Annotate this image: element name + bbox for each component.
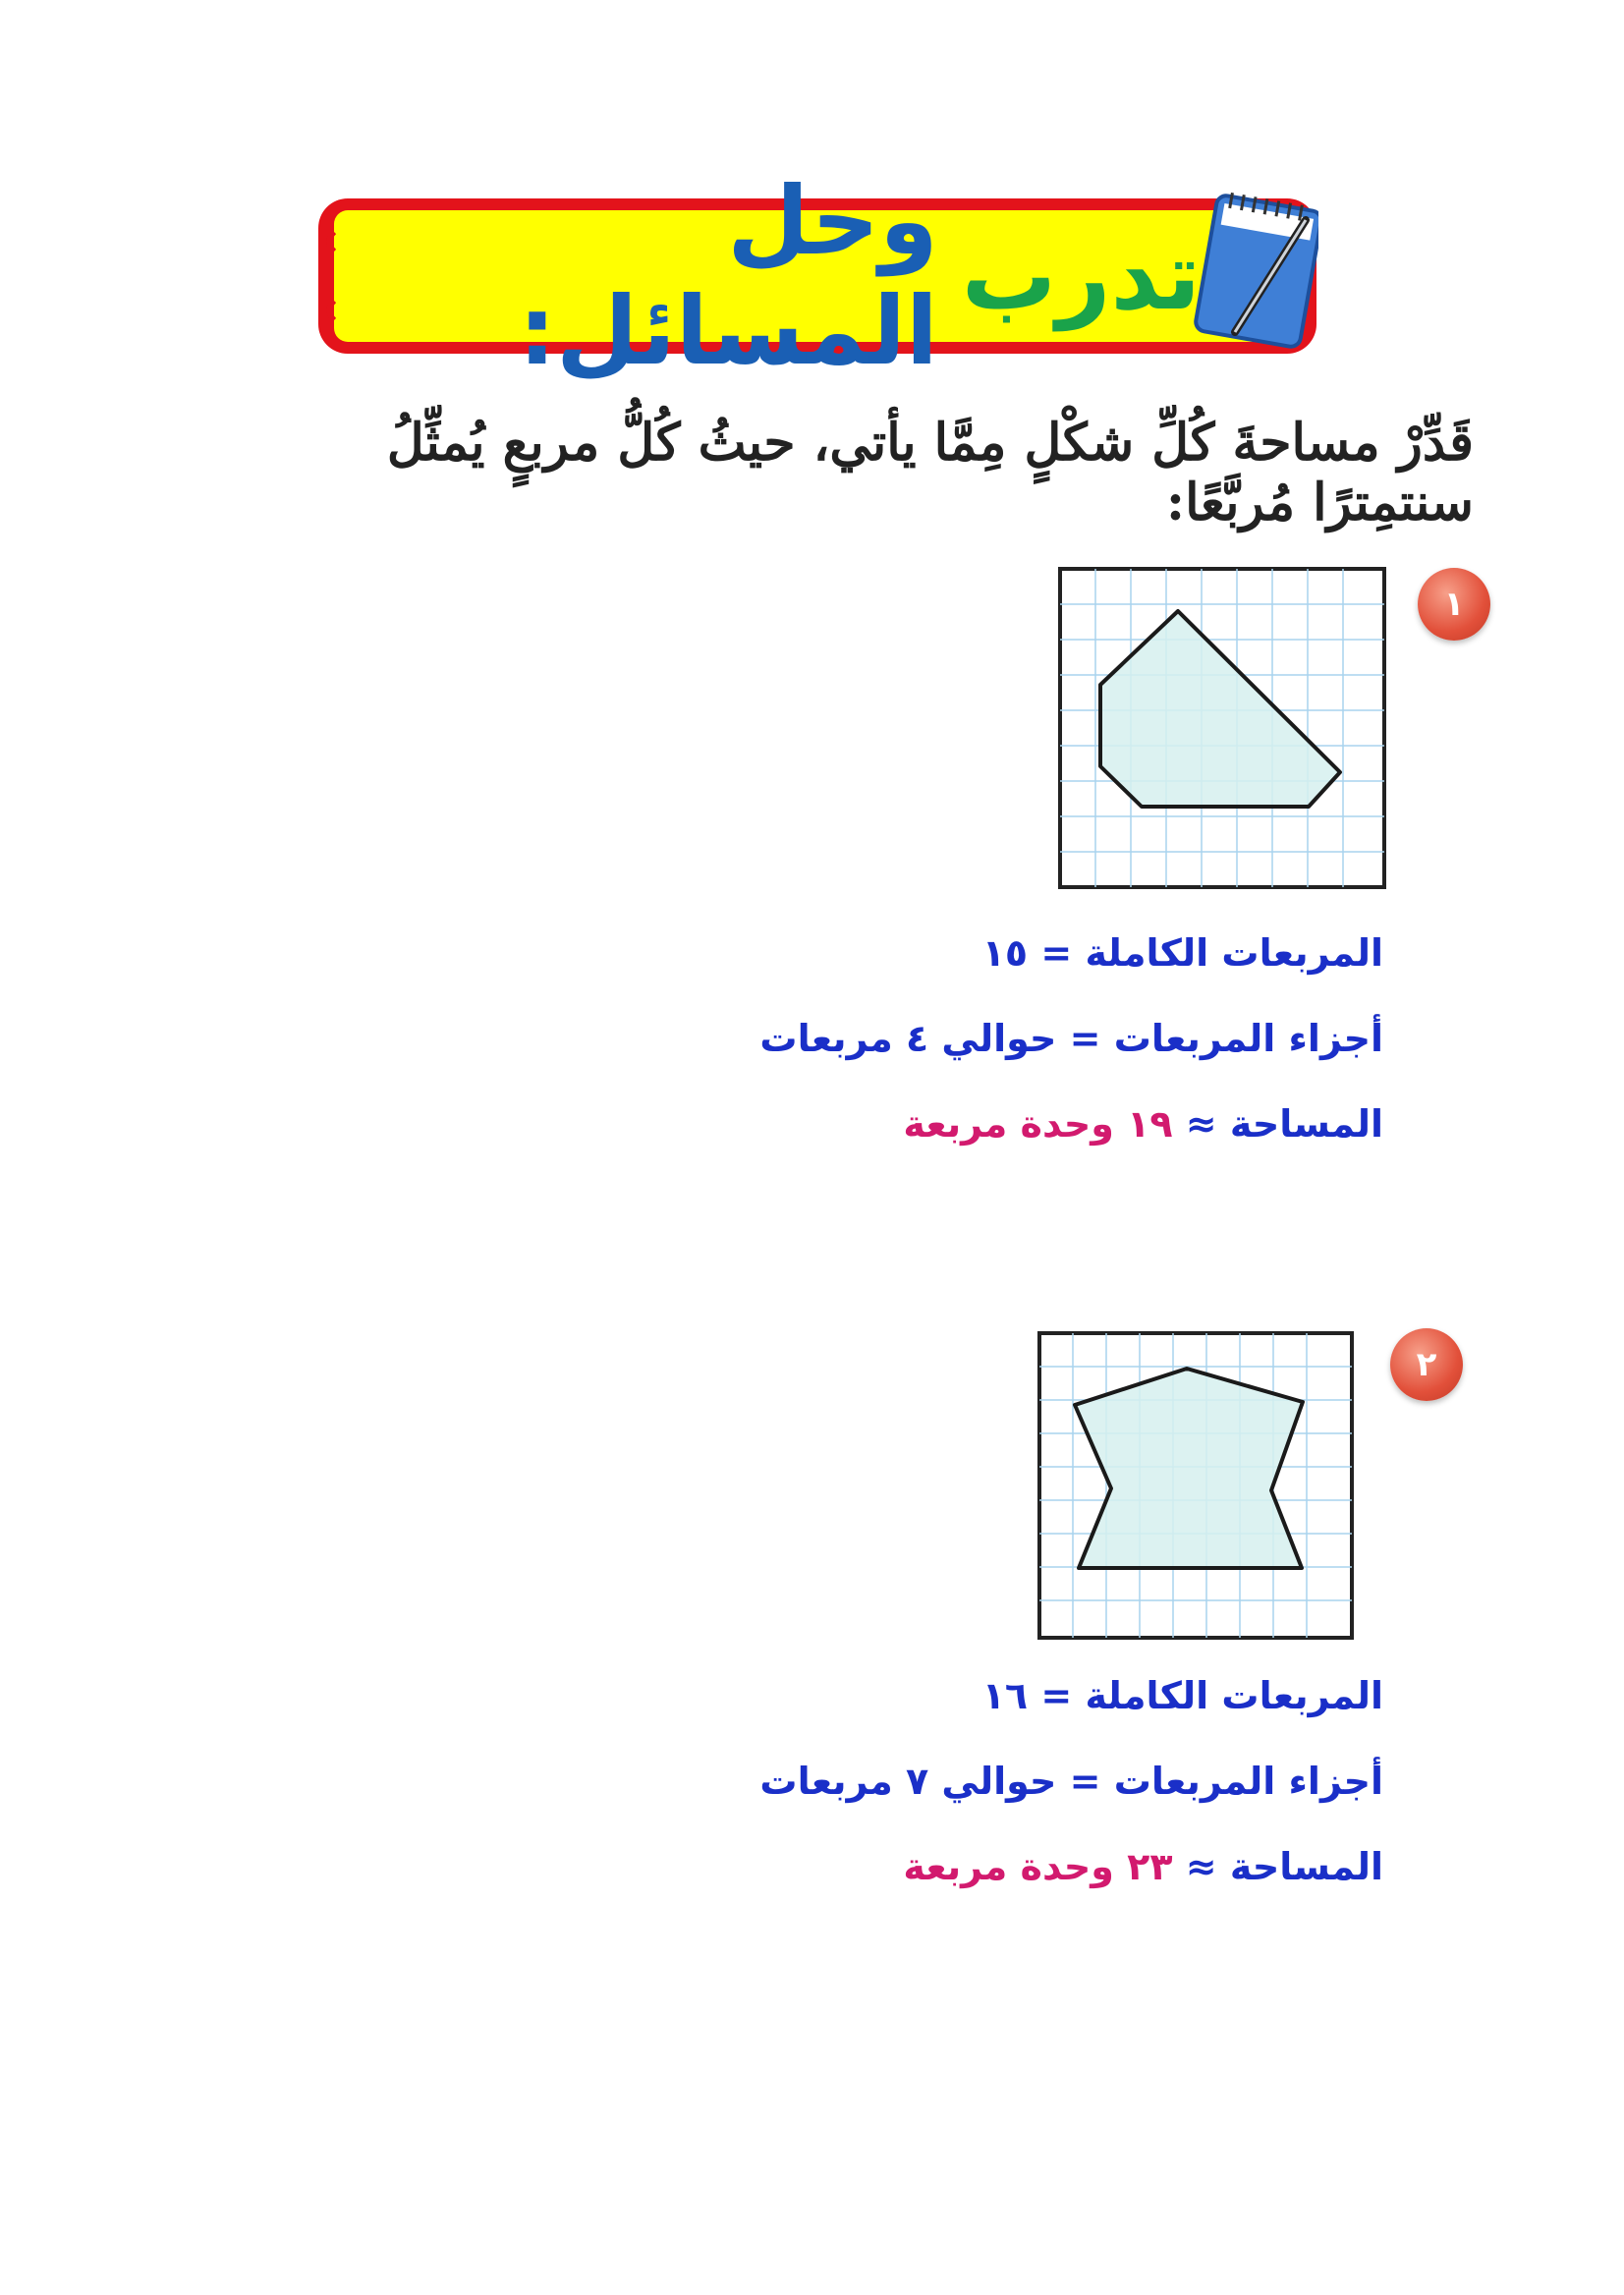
grid-figure-2 (1037, 1331, 1356, 1642)
grid-figure-1 (1058, 567, 1388, 891)
full-squares-value-2: ١٦ (981, 1674, 1029, 1717)
equals-sign: = (1056, 1760, 1101, 1803)
partial-squares-label-2: أجزاء المربعات (1113, 1760, 1383, 1803)
title-word-solve: وحل المسائل: (518, 166, 938, 386)
area-label-2: المساحة (1229, 1845, 1383, 1888)
approx-sign: ≈ (1172, 1845, 1217, 1888)
full-squares-value-1: ١٥ (981, 931, 1029, 975)
partial-squares-label-1: أجزاء المربعات (1113, 1017, 1383, 1060)
section-banner (316, 166, 1318, 386)
area-value-1: ١٩ وحدة مربعة (903, 1102, 1173, 1146)
problem-number-badge-1: ١ (1418, 568, 1490, 641)
problem-number-badge-2: ٢ (1390, 1328, 1463, 1401)
area-line-1 (903, 1102, 1383, 1146)
title-word-practice: تدرب (961, 221, 1201, 331)
partial-squares-line-1 (759, 1017, 1383, 1060)
banner-title (316, 166, 1318, 386)
approx-sign: ≈ (1172, 1102, 1217, 1146)
area-line-2 (903, 1845, 1383, 1888)
full-squares-label-1: المربعات الكاملة (1085, 931, 1383, 975)
partial-squares-value-2: حوالي ٧ مربعات (759, 1760, 1057, 1803)
partial-squares-line-2 (759, 1760, 1383, 1803)
full-squares-line-2 (982, 1674, 1383, 1717)
equals-sign: = (1028, 931, 1073, 975)
area-value-2: ٢٣ وحدة مربعة (903, 1845, 1173, 1888)
full-squares-line-1 (982, 931, 1383, 975)
instruction-text: قَدِّرْ مساحةَ كُلِّ شكْلٍ مِمَّا يأتي، حيثُ كُلُّ مربعٍ يُمثِّلُ سنتمِترًا مُربَّعًا: (386, 413, 1474, 532)
partial-squares-value-1: حوالي ٤ مربعات (759, 1017, 1057, 1060)
irregular-shape-2 (1075, 1369, 1303, 1568)
equals-sign: = (1028, 1674, 1073, 1717)
area-label-1: المساحة (1229, 1102, 1383, 1146)
full-squares-label-2: المربعات الكاملة (1085, 1674, 1383, 1717)
equals-sign: = (1056, 1017, 1101, 1060)
